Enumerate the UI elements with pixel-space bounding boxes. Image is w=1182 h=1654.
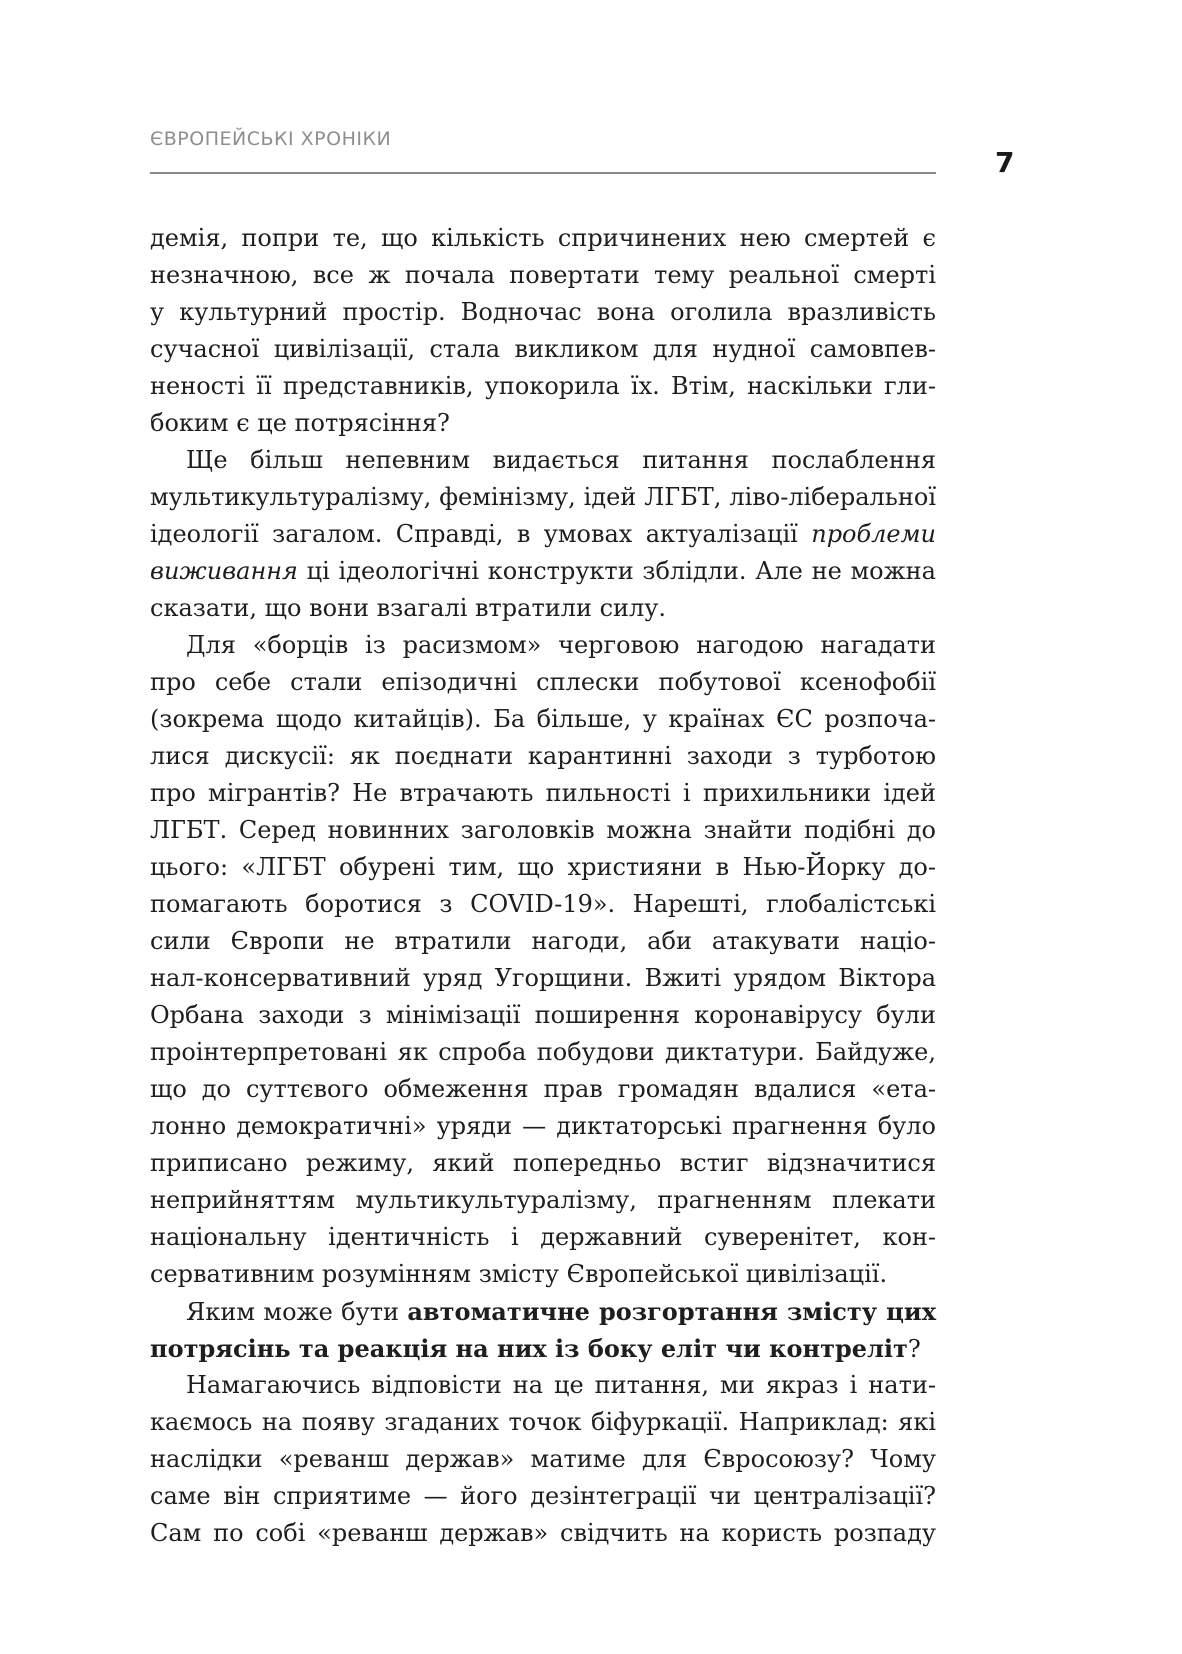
text-segment: ? bbox=[907, 1335, 921, 1363]
header-rule bbox=[150, 172, 936, 174]
text-segment: саме він сприятиме — його дезінтеграції чи централізації? bbox=[150, 1482, 936, 1510]
text-segment: нал-консервативний уряд Угорщини. Вжиті урядом Віктора bbox=[150, 964, 936, 992]
text-segment: демія, попри те, що кількість спричинених нею смертей є bbox=[150, 224, 936, 252]
text-line bbox=[150, 701, 936, 738]
text-line bbox=[150, 923, 936, 960]
text-line bbox=[150, 405, 936, 442]
text-segment: лися дискусії: як поєднати карантинні заходи з турботою bbox=[150, 742, 936, 770]
text-line bbox=[150, 738, 936, 775]
text-segment: Намагаючись відповісти на це питання, ми якраз і нати- bbox=[186, 1371, 936, 1399]
text-line bbox=[150, 664, 936, 701]
text-segment: наслідки «реванш держав» матиме для Євросоюзу? Чому bbox=[150, 1445, 936, 1473]
text-segment: цього: «ЛГБТ обурені тим, що християни в Нью-Йорку до- bbox=[150, 853, 936, 881]
text-line bbox=[150, 775, 936, 812]
text-segment: Сам по собі «реванш держав» свідчить на користь розпаду bbox=[150, 1519, 936, 1547]
text-segment: помагають боротися з COVID-19». Нарешті, глобалістські bbox=[150, 890, 936, 918]
text-segment: ЛГБТ. Серед новинних заголовків можна знайти подібні до bbox=[150, 816, 936, 844]
text-line bbox=[150, 997, 936, 1034]
text-segment: сучасної цивілізації, стала викликом для нудної самовпев- bbox=[150, 335, 936, 363]
text-line bbox=[150, 1071, 936, 1108]
text-segment: сервативним розумінням змісту Європейської цивілізації. bbox=[150, 1260, 888, 1288]
italic-text: проблеми bbox=[811, 520, 936, 548]
text-line bbox=[150, 1219, 936, 1256]
text-segment: каємось на появу згаданих точок біфуркації. Наприклад: які bbox=[150, 1408, 936, 1436]
text-line bbox=[150, 294, 936, 331]
text-segment: Орбана заходи з мінімізації поширення коронавірусу були bbox=[150, 1001, 936, 1029]
text-line bbox=[150, 1293, 936, 1330]
body-text bbox=[150, 220, 936, 1552]
text-segment: боким є це потрясіння? bbox=[150, 409, 450, 437]
text-line bbox=[150, 960, 936, 997]
text-line bbox=[150, 1515, 936, 1552]
text-segment: про мігрантів? Не втрачають пильності і прихильники ідей bbox=[150, 779, 936, 807]
text-line bbox=[150, 849, 936, 886]
text-line bbox=[150, 1182, 936, 1219]
text-line bbox=[150, 368, 936, 405]
text-segment: Для «борців із расизмом» черговою нагодою нагадати bbox=[186, 631, 936, 659]
bold-text: автоматичне розгортання змісту цих bbox=[407, 1297, 936, 1326]
text-segment: (зокрема щодо китайців). Ба більше, у країнах ЄС розпоча- bbox=[150, 705, 936, 733]
text-segment: ідеології загалом. Справді, в умовах актуалізації bbox=[150, 520, 812, 548]
text-line bbox=[150, 1404, 936, 1441]
text-segment: національну ідентичність і державний суверенітет, кон- bbox=[150, 1223, 936, 1251]
text-segment: що до суттєвого обмеження прав громадян вдалися «ета- bbox=[150, 1075, 936, 1103]
text-line bbox=[150, 590, 936, 627]
text-line bbox=[150, 553, 936, 590]
text-segment: ці ідеологічні конструкти зблідли. Але не можна bbox=[297, 557, 936, 585]
text-line bbox=[150, 479, 936, 516]
text-segment: мультикультуралізму, фемінізму, ідей ЛГБТ, ліво-ліберальної bbox=[150, 483, 936, 511]
text-segment: приписано режиму, який попередньо встиг відзначитися bbox=[150, 1149, 936, 1177]
text-line bbox=[150, 812, 936, 849]
text-line bbox=[150, 886, 936, 923]
text-segment: неприйняттям мультикультуралізму, прагненням плекати bbox=[150, 1186, 936, 1214]
text-line bbox=[150, 1108, 936, 1145]
text-line bbox=[150, 1478, 936, 1515]
page-number: 7 bbox=[995, 146, 1015, 179]
text-segment: Ще більш непевним видається питання послаблення bbox=[186, 446, 936, 474]
text-line bbox=[150, 331, 936, 368]
bold-text: потрясінь та реакція на них із боку еліт чи контреліт bbox=[150, 1334, 908, 1363]
text-line bbox=[150, 257, 936, 294]
text-segment: лонно демократичні» уряди — диктаторські прагнення було bbox=[150, 1112, 936, 1140]
text-segment: проінтерпретовані як спроба побудови диктатури. Байдуже, bbox=[150, 1038, 936, 1066]
text-line bbox=[150, 1034, 936, 1071]
text-line bbox=[150, 516, 936, 553]
text-line bbox=[150, 1145, 936, 1182]
text-line bbox=[150, 1330, 936, 1367]
italic-text: виживання bbox=[150, 557, 298, 585]
text-line bbox=[150, 1441, 936, 1478]
text-segment: сили Європи не втратили нагоди, аби атакувати націо- bbox=[150, 927, 936, 955]
text-segment: неності її представників, упокорила їх. Втім, наскільки гли- bbox=[150, 372, 936, 400]
text-segment: сказати, що вони взагалі втратили силу. bbox=[150, 594, 667, 622]
text-line bbox=[150, 220, 936, 257]
text-line bbox=[150, 627, 936, 664]
text-segment: у культурний простір. Водночас вона оголила вразливість bbox=[150, 298, 936, 326]
text-line bbox=[150, 1367, 936, 1404]
text-line bbox=[150, 442, 936, 479]
text-segment: Яким може бути bbox=[186, 1298, 408, 1326]
text-segment: про себе стали епізодичні сплески побутової ксенофобії bbox=[150, 668, 936, 696]
running-head-title: ЄВРОПЕЙСЬКІ ХРОНІКИ bbox=[150, 128, 392, 150]
text-line bbox=[150, 1256, 936, 1293]
text-segment: незначною, все ж почала повертати тему реальної смерті bbox=[150, 261, 936, 289]
